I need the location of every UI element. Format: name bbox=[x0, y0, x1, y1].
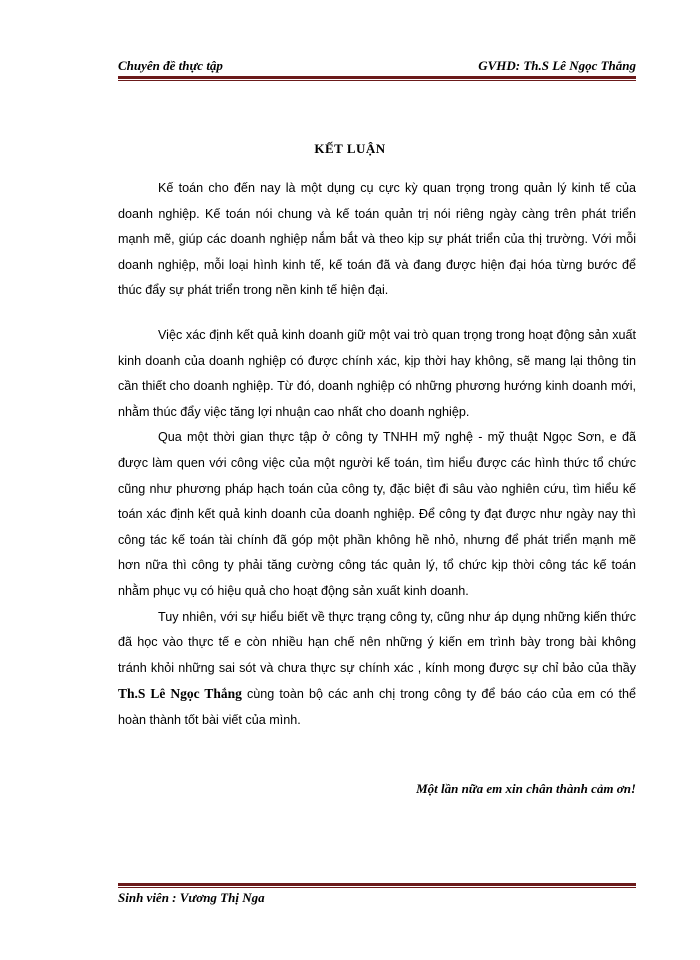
page-header bbox=[118, 56, 636, 78]
footer-rule-thin bbox=[118, 887, 636, 888]
supervisor-name: Th.S Lê Ngọc Thắng bbox=[118, 686, 242, 702]
footer-rule-thick bbox=[118, 883, 636, 886]
header-rule-thin bbox=[118, 80, 636, 81]
paragraph-3: Qua một thời gian thực tập ở công ty TNHH mỹ nghệ - mỹ thuật Ngọc Sơn, e đã được làm quen với công việc của một người kế toán, tìm hiểu được các hình thức tổ chức cũng như phương pháp hạch toán của công ty, đặc biệt đi sâu vào nghiên cứu, tìm hiểu kế toán xác định kết quả kinh doanh của doanh nghiệp. Để công ty đạt được như ngày nay thì công tác kế toán tài chính đã góp một phần không hề nhỏ, nhưng để phát triển mạnh mẽ hơn nữa thì công ty phải tăng cường công tác quản lý, tổ chức kịp thời công tác kế toán nhằm phục vụ có hiệu quả cho hoạt động sản xuất kinh doanh. bbox=[118, 430, 636, 598]
section-title: KẾT LUẬN bbox=[314, 141, 386, 156]
paragraph-4-start: Tuy nhiên, với sự hiểu biết về thực trạng công ty, cũng như áp dụng những kiến thức đã học vào thực tế e còn nhiều hạn chế nên những ý kiến em trình bày trong bài không tránh khỏi những sai sót và chưa thực sự chính xác , kính mong được sự chỉ bảo của thầy bbox=[118, 609, 636, 675]
closing-thanks: Một lần nữa em xin chân thành cảm ơn! bbox=[416, 781, 636, 796]
header-supervisor: GVHD: Th.S Lê Ngọc Thắng bbox=[478, 58, 636, 73]
header-rule-thick bbox=[118, 76, 636, 79]
conclusion-body bbox=[118, 176, 636, 733]
paragraph-2: Việc xác định kết quả kinh doanh giữ một vai trò quan trọng trong hoạt động sản xuất kinh doanh của doanh nghiệp có được chính xác, kịp thời hay không, sẽ mang lại thông tin cần thiết cho doanh nghiệp. Từ đó, doanh nghiệp có những phương hướng kinh doanh mới, nhằm thúc đẩy việc tăng lợi nhuận cao nhất cho doanh nghiệp. bbox=[118, 327, 636, 419]
footer-rule bbox=[118, 883, 636, 888]
footer-student: Sinh viên : Vương Thị Nga bbox=[118, 890, 265, 905]
header-rule bbox=[118, 76, 636, 81]
header-report-type: Chuyên đề thực tập bbox=[118, 58, 223, 73]
paragraph-4 bbox=[118, 605, 636, 734]
paragraph-4-end: cùng toàn bộ các anh chị trong công ty để báo cáo của em có thể hoàn thành tốt bài viết của mình. bbox=[118, 687, 636, 727]
paragraph-1: Kế toán cho đến nay là một dụng cụ cực kỳ quan trọng trong quản lý kinh tế của doanh nghiệp. Kế toán nói chung và kế toán quản trị nói riêng ngày càng trên phát triển mạnh mẽ, giúp các doanh nghiệp nắm bắt và theo kịp sự phát triển của thị trường. Với mỗi doanh nghiệp, mỗi loại hình kinh tế, kế toán đã và đang được hiện đại hóa từng bước để thúc đẩy sự phát triển trong nền kinh tế hiện đại. bbox=[118, 181, 636, 298]
